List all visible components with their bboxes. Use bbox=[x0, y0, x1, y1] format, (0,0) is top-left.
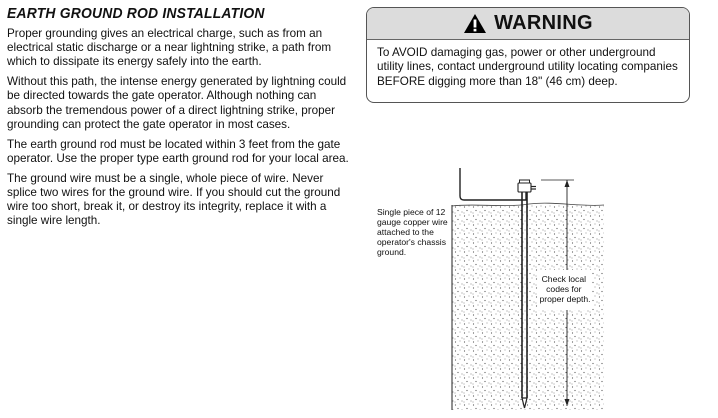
paragraph-grounding-purpose: Proper grounding gives an electrical charge, such as from an electrical static discharge or a near lightning strike, a path from which to dissipate its energy safely into the earth. bbox=[7, 27, 332, 69]
wire-label-line: gauge copper wire bbox=[377, 217, 448, 227]
paragraph-lightning: Without this path, the intense energy generated by lightning could be directed towards the gate operator. Although nothing can absorb the tremendous power of a direct lightning strike, proper grounding can protect the gate operator in most cases. bbox=[7, 75, 347, 131]
paragraph-ground-wire: The ground wire must be a single, whole piece of wire. Never splice two wires for the ground wire. If you should cut the ground wire too short, break it, or destroy its integrity, replace it with a single wire length. bbox=[7, 171, 341, 228]
wire-label-line: attached to the bbox=[377, 227, 434, 237]
depth-label-line: Check local bbox=[541, 274, 587, 284]
wire-label-line: ground. bbox=[377, 247, 407, 257]
depth-label-line: codes for bbox=[546, 284, 582, 294]
wire-label-line: Single piece of 12 bbox=[377, 207, 446, 217]
copper-wire bbox=[460, 168, 526, 200]
ground-clamp bbox=[518, 183, 536, 192]
warning-title: WARNING bbox=[494, 12, 593, 34]
ground-rod-diagram bbox=[364, 160, 614, 410]
wire-label-line: operator's chassis bbox=[377, 237, 446, 247]
depth-label-line: proper depth. bbox=[539, 294, 591, 304]
warning-triangle-icon bbox=[463, 13, 487, 34]
section-title: EARTH GROUND ROD INSTALLATION bbox=[7, 6, 265, 22]
wire-label bbox=[377, 207, 450, 257]
body-text bbox=[7, 27, 352, 234]
paragraph-rod-location: The earth ground rod must be located within 3 feet from the gate operator. Use the proper type earth ground rod for your local area. bbox=[7, 137, 349, 165]
warning-header bbox=[367, 8, 689, 40]
warning-box bbox=[366, 7, 690, 103]
warning-text: To AVOID damaging gas, power or other underground utility lines, contact underground utility locating companies BEFORE digging more than 18" (46 cm) deep. bbox=[377, 46, 678, 88]
depth-label bbox=[539, 274, 590, 304]
